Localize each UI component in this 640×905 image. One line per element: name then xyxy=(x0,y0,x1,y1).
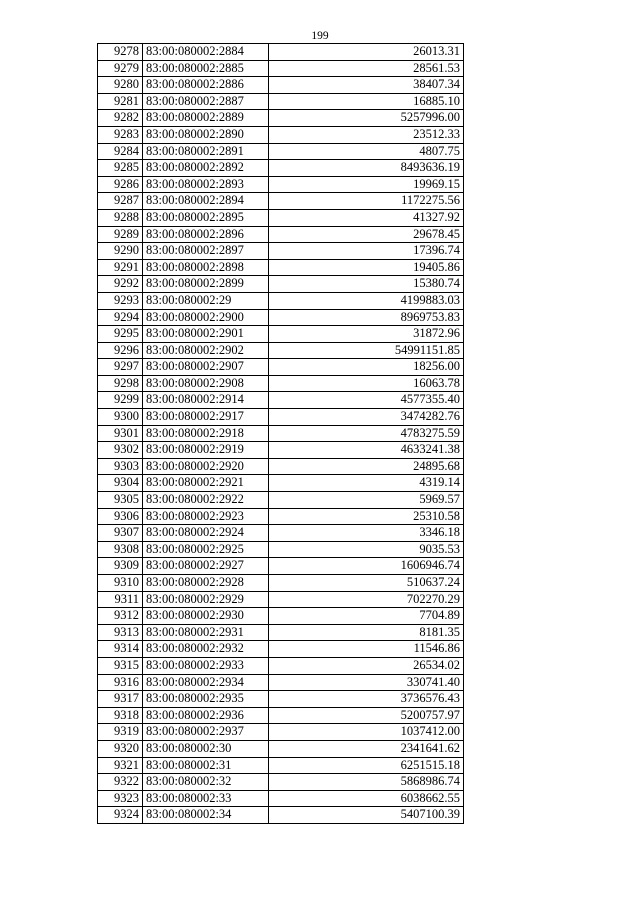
table-row xyxy=(98,193,464,210)
row-number-cell: 9299 xyxy=(98,392,143,409)
cadastral-value-cell: 31872.96 xyxy=(269,326,464,343)
cadastral-value-cell: 3346.18 xyxy=(269,525,464,542)
table-row xyxy=(98,392,464,409)
cadastral-value-cell: 25310.58 xyxy=(269,508,464,525)
row-number-cell: 9303 xyxy=(98,458,143,475)
cadastral-number-cell: 83:00:080002:2891 xyxy=(143,143,269,160)
table-body xyxy=(98,44,464,824)
row-number-cell: 9301 xyxy=(98,425,143,442)
row-number-cell: 9282 xyxy=(98,110,143,127)
table-row xyxy=(98,176,464,193)
table-row xyxy=(98,143,464,160)
cadastral-value-cell: 7704.89 xyxy=(269,608,464,625)
cadastral-number-cell: 83:00:080002:2921 xyxy=(143,475,269,492)
row-number-cell: 9286 xyxy=(98,176,143,193)
cadastral-number-cell: 83:00:080002:2920 xyxy=(143,458,269,475)
cadastral-number-cell: 83:00:080002:2899 xyxy=(143,276,269,293)
cadastral-number-cell: 83:00:080002:2936 xyxy=(143,707,269,724)
row-number-cell: 9285 xyxy=(98,160,143,177)
table-row xyxy=(98,774,464,791)
cadastral-value-cell: 5868986.74 xyxy=(269,774,464,791)
table-row xyxy=(98,243,464,260)
cadastral-number-cell: 83:00:080002:2893 xyxy=(143,176,269,193)
cadastral-value-cell: 16063.78 xyxy=(269,375,464,392)
cadastral-number-cell: 83:00:080002:2902 xyxy=(143,342,269,359)
cadastral-value-cell: 19405.86 xyxy=(269,259,464,276)
table-row xyxy=(98,160,464,177)
cadastral-value-cell: 28561.53 xyxy=(269,60,464,77)
table-row xyxy=(98,226,464,243)
cadastral-number-cell: 83:00:080002:2897 xyxy=(143,243,269,260)
cadastral-number-cell: 83:00:080002:2886 xyxy=(143,77,269,94)
row-number-cell: 9287 xyxy=(98,193,143,210)
row-number-cell: 9291 xyxy=(98,259,143,276)
cadastral-value-cell: 1172275.56 xyxy=(269,193,464,210)
cadastral-number-cell: 83:00:080002:2923 xyxy=(143,508,269,525)
row-number-cell: 9283 xyxy=(98,126,143,143)
cadastral-value-cell: 6251515.18 xyxy=(269,757,464,774)
table-row xyxy=(98,44,464,61)
cadastral-value-table xyxy=(97,43,464,824)
cadastral-value-cell: 16885.10 xyxy=(269,93,464,110)
table-row xyxy=(98,492,464,509)
row-number-cell: 9292 xyxy=(98,276,143,293)
table-row xyxy=(98,409,464,426)
table-row xyxy=(98,591,464,608)
cadastral-value-cell: 702270.29 xyxy=(269,591,464,608)
row-number-cell: 9311 xyxy=(98,591,143,608)
cadastral-number-cell: 83:00:080002:31 xyxy=(143,757,269,774)
cadastral-number-cell: 83:00:080002:32 xyxy=(143,774,269,791)
cadastral-number-cell: 83:00:080002:2914 xyxy=(143,392,269,409)
row-number-cell: 9314 xyxy=(98,641,143,658)
cadastral-number-cell: 83:00:080002:33 xyxy=(143,790,269,807)
cadastral-value-cell: 1606946.74 xyxy=(269,558,464,575)
cadastral-number-cell: 83:00:080002:2889 xyxy=(143,110,269,127)
cadastral-value-cell: 4807.75 xyxy=(269,143,464,160)
row-number-cell: 9323 xyxy=(98,790,143,807)
table-row xyxy=(98,608,464,625)
table-row xyxy=(98,292,464,309)
table-row xyxy=(98,575,464,592)
cadastral-number-cell: 83:00:080002:2892 xyxy=(143,160,269,177)
row-number-cell: 9280 xyxy=(98,77,143,94)
cadastral-value-cell: 5407100.39 xyxy=(269,807,464,824)
cadastral-value-cell: 4319.14 xyxy=(269,475,464,492)
table-row xyxy=(98,707,464,724)
cadastral-number-cell: 83:00:080002:2930 xyxy=(143,608,269,625)
table-row xyxy=(98,77,464,94)
table-row xyxy=(98,740,464,757)
cadastral-value-cell: 4577355.40 xyxy=(269,392,464,409)
row-number-cell: 9293 xyxy=(98,292,143,309)
row-number-cell: 9284 xyxy=(98,143,143,160)
page-number: 199 xyxy=(311,30,329,42)
cadastral-number-cell: 83:00:080002:2908 xyxy=(143,375,269,392)
cadastral-value-cell: 41327.92 xyxy=(269,209,464,226)
cadastral-value-cell: 4633241.38 xyxy=(269,442,464,459)
cadastral-value-cell: 26013.31 xyxy=(269,44,464,61)
cadastral-number-cell: 83:00:080002:2898 xyxy=(143,259,269,276)
table-row xyxy=(98,259,464,276)
cadastral-value-cell: 3474282.76 xyxy=(269,409,464,426)
cadastral-value-cell: 5200757.97 xyxy=(269,707,464,724)
cadastral-number-cell: 83:00:080002:2895 xyxy=(143,209,269,226)
cadastral-number-cell: 83:00:080002:2925 xyxy=(143,541,269,558)
table-row xyxy=(98,309,464,326)
cadastral-number-cell: 83:00:080002:2917 xyxy=(143,409,269,426)
row-number-cell: 9289 xyxy=(98,226,143,243)
cadastral-number-cell: 83:00:080002:30 xyxy=(143,740,269,757)
row-number-cell: 9310 xyxy=(98,575,143,592)
cadastral-value-cell: 54991151.85 xyxy=(269,342,464,359)
cadastral-number-cell: 83:00:080002:2919 xyxy=(143,442,269,459)
table-row xyxy=(98,375,464,392)
table-row xyxy=(98,724,464,741)
row-number-cell: 9322 xyxy=(98,774,143,791)
row-number-cell: 9321 xyxy=(98,757,143,774)
cadastral-number-cell: 83:00:080002:2900 xyxy=(143,309,269,326)
table-row xyxy=(98,790,464,807)
cadastral-value-cell: 510637.24 xyxy=(269,575,464,592)
cadastral-value-cell: 8181.35 xyxy=(269,624,464,641)
cadastral-value-cell: 4783275.59 xyxy=(269,425,464,442)
cadastral-number-cell: 83:00:080002:2907 xyxy=(143,359,269,376)
cadastral-number-cell: 83:00:080002:2927 xyxy=(143,558,269,575)
cadastral-value-cell: 330741.40 xyxy=(269,674,464,691)
table-row xyxy=(98,458,464,475)
table-row xyxy=(98,442,464,459)
cadastral-number-cell: 83:00:080002:2901 xyxy=(143,326,269,343)
row-number-cell: 9320 xyxy=(98,740,143,757)
cadastral-value-cell: 2341641.62 xyxy=(269,740,464,757)
cadastral-number-cell: 83:00:080002:2887 xyxy=(143,93,269,110)
table-row xyxy=(98,508,464,525)
table-row xyxy=(98,209,464,226)
row-number-cell: 9319 xyxy=(98,724,143,741)
cadastral-number-cell: 83:00:080002:2890 xyxy=(143,126,269,143)
cadastral-number-cell: 83:00:080002:2932 xyxy=(143,641,269,658)
row-number-cell: 9300 xyxy=(98,409,143,426)
table-row xyxy=(98,757,464,774)
row-number-cell: 9294 xyxy=(98,309,143,326)
table-row xyxy=(98,558,464,575)
cadastral-value-cell: 9035.53 xyxy=(269,541,464,558)
row-number-cell: 9308 xyxy=(98,541,143,558)
cadastral-number-cell: 83:00:080002:2934 xyxy=(143,674,269,691)
cadastral-value-cell: 8493636.19 xyxy=(269,160,464,177)
cadastral-value-cell: 15380.74 xyxy=(269,276,464,293)
row-number-cell: 9296 xyxy=(98,342,143,359)
table-row xyxy=(98,641,464,658)
row-number-cell: 9313 xyxy=(98,624,143,641)
row-number-cell: 9278 xyxy=(98,44,143,61)
table-row xyxy=(98,359,464,376)
cadastral-number-cell: 83:00:080002:2929 xyxy=(143,591,269,608)
cadastral-number-cell: 83:00:080002:2935 xyxy=(143,691,269,708)
cadastral-number-cell: 83:00:080002:29 xyxy=(143,292,269,309)
cadastral-value-cell: 24895.68 xyxy=(269,458,464,475)
cadastral-number-cell: 83:00:080002:2933 xyxy=(143,657,269,674)
table-row xyxy=(98,691,464,708)
table-row xyxy=(98,60,464,77)
row-number-cell: 9318 xyxy=(98,707,143,724)
table-row xyxy=(98,807,464,824)
table-row xyxy=(98,657,464,674)
cadastral-value-cell: 4199883.03 xyxy=(269,292,464,309)
cadastral-number-cell: 83:00:080002:2922 xyxy=(143,492,269,509)
cadastral-value-cell: 5969.57 xyxy=(269,492,464,509)
row-number-cell: 9324 xyxy=(98,807,143,824)
row-number-cell: 9317 xyxy=(98,691,143,708)
cadastral-value-cell: 8969753.83 xyxy=(269,309,464,326)
cadastral-value-cell: 6038662.55 xyxy=(269,790,464,807)
row-number-cell: 9281 xyxy=(98,93,143,110)
row-number-cell: 9305 xyxy=(98,492,143,509)
cadastral-number-cell: 83:00:080002:2884 xyxy=(143,44,269,61)
row-number-cell: 9295 xyxy=(98,326,143,343)
cadastral-value-cell: 23512.33 xyxy=(269,126,464,143)
cadastral-value-cell: 29678.45 xyxy=(269,226,464,243)
cadastral-value-cell: 19969.15 xyxy=(269,176,464,193)
row-number-cell: 9316 xyxy=(98,674,143,691)
row-number-cell: 9315 xyxy=(98,657,143,674)
cadastral-value-cell: 17396.74 xyxy=(269,243,464,260)
cadastral-number-cell: 83:00:080002:2924 xyxy=(143,525,269,542)
table-row xyxy=(98,425,464,442)
table-row xyxy=(98,342,464,359)
row-number-cell: 9290 xyxy=(98,243,143,260)
table-row xyxy=(98,126,464,143)
row-number-cell: 9298 xyxy=(98,375,143,392)
row-number-cell: 9304 xyxy=(98,475,143,492)
cadastral-value-cell: 26534.02 xyxy=(269,657,464,674)
cadastral-number-cell: 83:00:080002:2896 xyxy=(143,226,269,243)
cadastral-value-cell: 5257996.00 xyxy=(269,110,464,127)
row-number-cell: 9312 xyxy=(98,608,143,625)
cadastral-number-cell: 83:00:080002:2885 xyxy=(143,60,269,77)
row-number-cell: 9297 xyxy=(98,359,143,376)
row-number-cell: 9302 xyxy=(98,442,143,459)
row-number-cell: 9307 xyxy=(98,525,143,542)
cadastral-number-cell: 83:00:080002:2931 xyxy=(143,624,269,641)
row-number-cell: 9309 xyxy=(98,558,143,575)
cadastral-value-cell: 18256.00 xyxy=(269,359,464,376)
table-row xyxy=(98,110,464,127)
cadastral-number-cell: 83:00:080002:2928 xyxy=(143,575,269,592)
table-row xyxy=(98,276,464,293)
cadastral-value-cell: 11546.86 xyxy=(269,641,464,658)
cadastral-number-cell: 83:00:080002:2937 xyxy=(143,724,269,741)
table-row xyxy=(98,326,464,343)
row-number-cell: 9288 xyxy=(98,209,143,226)
cadastral-value-cell: 1037412.00 xyxy=(269,724,464,741)
table-row xyxy=(98,475,464,492)
cadastral-value-cell: 3736576.43 xyxy=(269,691,464,708)
cadastral-number-cell: 83:00:080002:34 xyxy=(143,807,269,824)
cadastral-number-cell: 83:00:080002:2918 xyxy=(143,425,269,442)
table-row xyxy=(98,674,464,691)
table-row xyxy=(98,624,464,641)
row-number-cell: 9306 xyxy=(98,508,143,525)
cadastral-number-cell: 83:00:080002:2894 xyxy=(143,193,269,210)
row-number-cell: 9279 xyxy=(98,60,143,77)
table-row xyxy=(98,525,464,542)
table-row xyxy=(98,541,464,558)
cadastral-value-cell: 38407.34 xyxy=(269,77,464,94)
table-row xyxy=(98,93,464,110)
